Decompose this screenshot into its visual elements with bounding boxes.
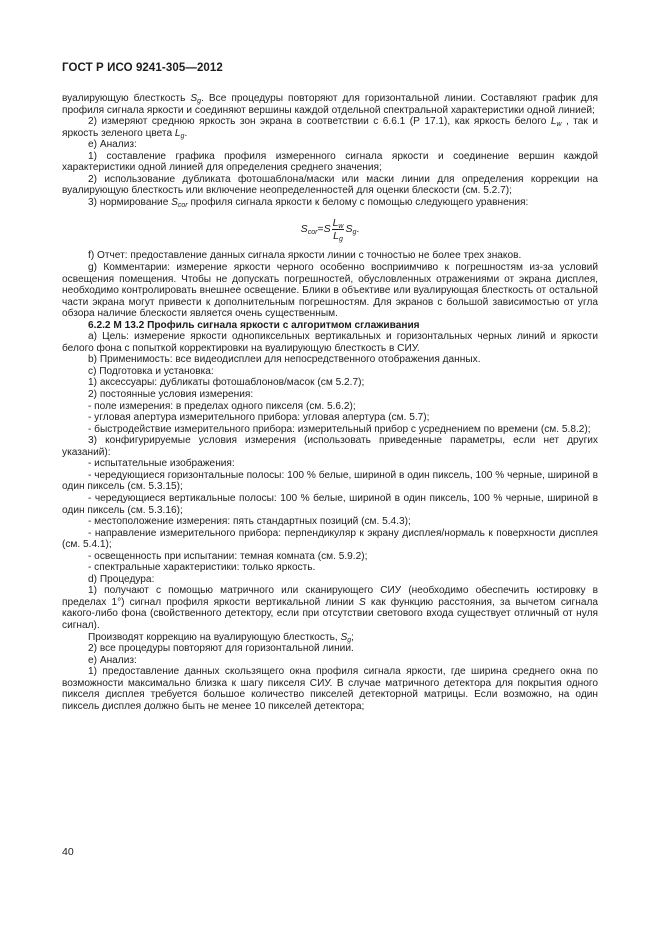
paragraph: b) Применимость: все видеодисплеи для непосредственного отображения данных. (88, 354, 481, 366)
symbol-Sg: $S_g$ (340, 631, 352, 644)
text-run: профиля сигнала яркости к белому с помощью следующего уравнения: (187, 196, 529, 208)
paragraph: g) Комментарии: измерение яркости черного особенно восприимчиво к погрешностям из-за условий освещения помещения. Чтобы не допускать погрешностей, обусловленных отражениями от экрана дисплея, необходимо контролировать внешнее освещение. Блики в объективе или вуалирующая блесткость от остальной части экрана могут привести к дополнительным погрешностям. Для экранов с большой зависимостью от угла обзора наличие блескости является очень существенным. (62, 262, 598, 320)
list-item: - чередующиеся горизонтальные полосы: 100 % белые, шириной в один пиксель, 100 % черные, шириной в один пиксель (см. 5.3.15); (62, 469, 598, 493)
symbol-S: S (359, 596, 366, 608)
formula-fraction: $\frac{L_w}{L_g}$ (332, 216, 344, 243)
paragraph: 2) постоянные условия измерения: (88, 389, 254, 401)
list-item: - поле измерения: в пределах одного пикселя (см. 5.6.2); (88, 400, 356, 412)
symbol-Scor: $S_{cor}$ (171, 196, 188, 209)
symbol-Lg: $L_g$ (174, 127, 185, 140)
text-run: Производят коррекцию на вуалирующую блесткость, (88, 631, 341, 643)
paragraph: 1) предоставление данных скользящего окна профиля сигнала яркости, где ширина среднего окна по возможности максимально близка к шагу пикселя СИУ. В случае матричного детектора для покрытия одного пикселя дисплея требуется большое количество пикселей детекторной матрицы. Если возможно, на один пиксель дисплея должно быть не менее 10 пикселей детектора; (62, 666, 598, 712)
paragraph: e) Анализ: (88, 139, 137, 151)
list-item: - местоположение измерения: пять стандартных позиций (см. 5.4.3); (88, 516, 411, 528)
list-item: - испытательные изображения: (88, 458, 235, 470)
paragraph: d) Процедура: (88, 573, 155, 585)
list-item: - спектральные характеристики: только яркость. (88, 562, 316, 574)
text-run: 3) нормирование (88, 196, 172, 208)
paragraph: e) Анализ: (88, 654, 137, 666)
list-item: - быстродействие измерительного прибора: измерительный прибор с усреднением по времени (см. 5.8.2); (88, 423, 591, 435)
paragraph (62, 632, 598, 644)
paragraph (62, 93, 598, 116)
paragraph: 1) аксессуары: дубликаты фотошаблонов/масок (см 5.2.7); (88, 377, 365, 389)
list-item: - угловая апертура измерительного прибора: угловая апертура (см. 5.7); (88, 412, 430, 424)
paragraph: 1) составление графика профиля измеренного сигнала яркости и соединение вершин каждой характеристики одной линией для определения среднего значения; (62, 150, 598, 174)
paragraph (62, 116, 598, 139)
normalization-formula: $S_{cor}$ = S $\frac{L_w}{L_g}$ $S_g$ . (300, 216, 360, 243)
paragraph: 2) все процедуры повторяют для горизонтальной линии. (88, 643, 354, 655)
paragraph: а) Цель: измерение яркости однопиксельных вертикальных и горизонтальных черных линий и яркости белого фона с попыткой корректировки на вуалирующую блесткость в СИУ. (62, 331, 598, 354)
list-item: - освещенность при испытании: темная комната (см. 5.9.2); (88, 550, 368, 562)
text-run: 1) получают с помощью матричного или сканирующего СИУ (необходимо обеспечить юстировку в пределах 1°) сигнал профиля яркости вертикальной линии (62, 585, 598, 608)
paragraph (62, 197, 598, 209)
text-run: . Все процедуры повторяют для горизонтальной линии. Составляют график для профиля сигнала яркости и соединяют вершины каждой отдельной спектральной характеристики одной линией; (62, 93, 599, 116)
text-run: . (184, 127, 188, 139)
list-item: - чередующиеся вертикальные полосы: 100 % белые, шириной в один пиксель, 100 % черные, шириной в один пиксель (см. 5.3.16); (62, 492, 598, 516)
paragraph: c) Подготовка и установка: (88, 365, 214, 377)
paragraph (62, 585, 598, 631)
text-run: 2) измеряют среднюю яркость зон экрана в соответствии с 6.6.1 (Р 17.1), как яркость белого (88, 116, 551, 128)
section-heading: 6.2.2 М 13.2 Профиль сигнала яркости с алгоритмом сглаживания (88, 319, 420, 331)
symbol-Sg: $S_g$ (190, 93, 202, 105)
document-header: ГОСТ Р ИСО 9241-305—2012 (62, 62, 223, 74)
symbol-Lw: $L_w$ (550, 116, 562, 129)
text-run: вуалирующую блесткость (62, 93, 191, 104)
document-body (62, 93, 598, 712)
text-run: как функцию расстояния, за вычетом сигнала какого-либо фона (свойственного детектору, если при отсутствии светового входа существует отличный от нуля сигнал). (62, 596, 598, 631)
text-run: , так и яркость зеленого цвета (62, 116, 598, 139)
text-run: ; (351, 631, 354, 643)
paragraph: 2) использование дубликата фотошаблона/маски или маски линии для определения коррекции на вуалирующую блесткость или включение неопределенностей для оценки блескости (см. 5.2.7); (62, 173, 598, 197)
page-number: 40 (62, 846, 74, 858)
list-item: - направление измерительного прибора: перпендикуляр к экрану дисплея/нормаль к поверхности дисплея (см. 5.4.1); (62, 527, 598, 551)
paragraph: 3) конфигурируемые условия измерения (использовать приведенные параметры, если нет других указаний): (62, 435, 598, 458)
paragraph: f) Отчет: предоставление данных сигнала яркости линии с точностью не более трех знаков. (88, 250, 522, 262)
